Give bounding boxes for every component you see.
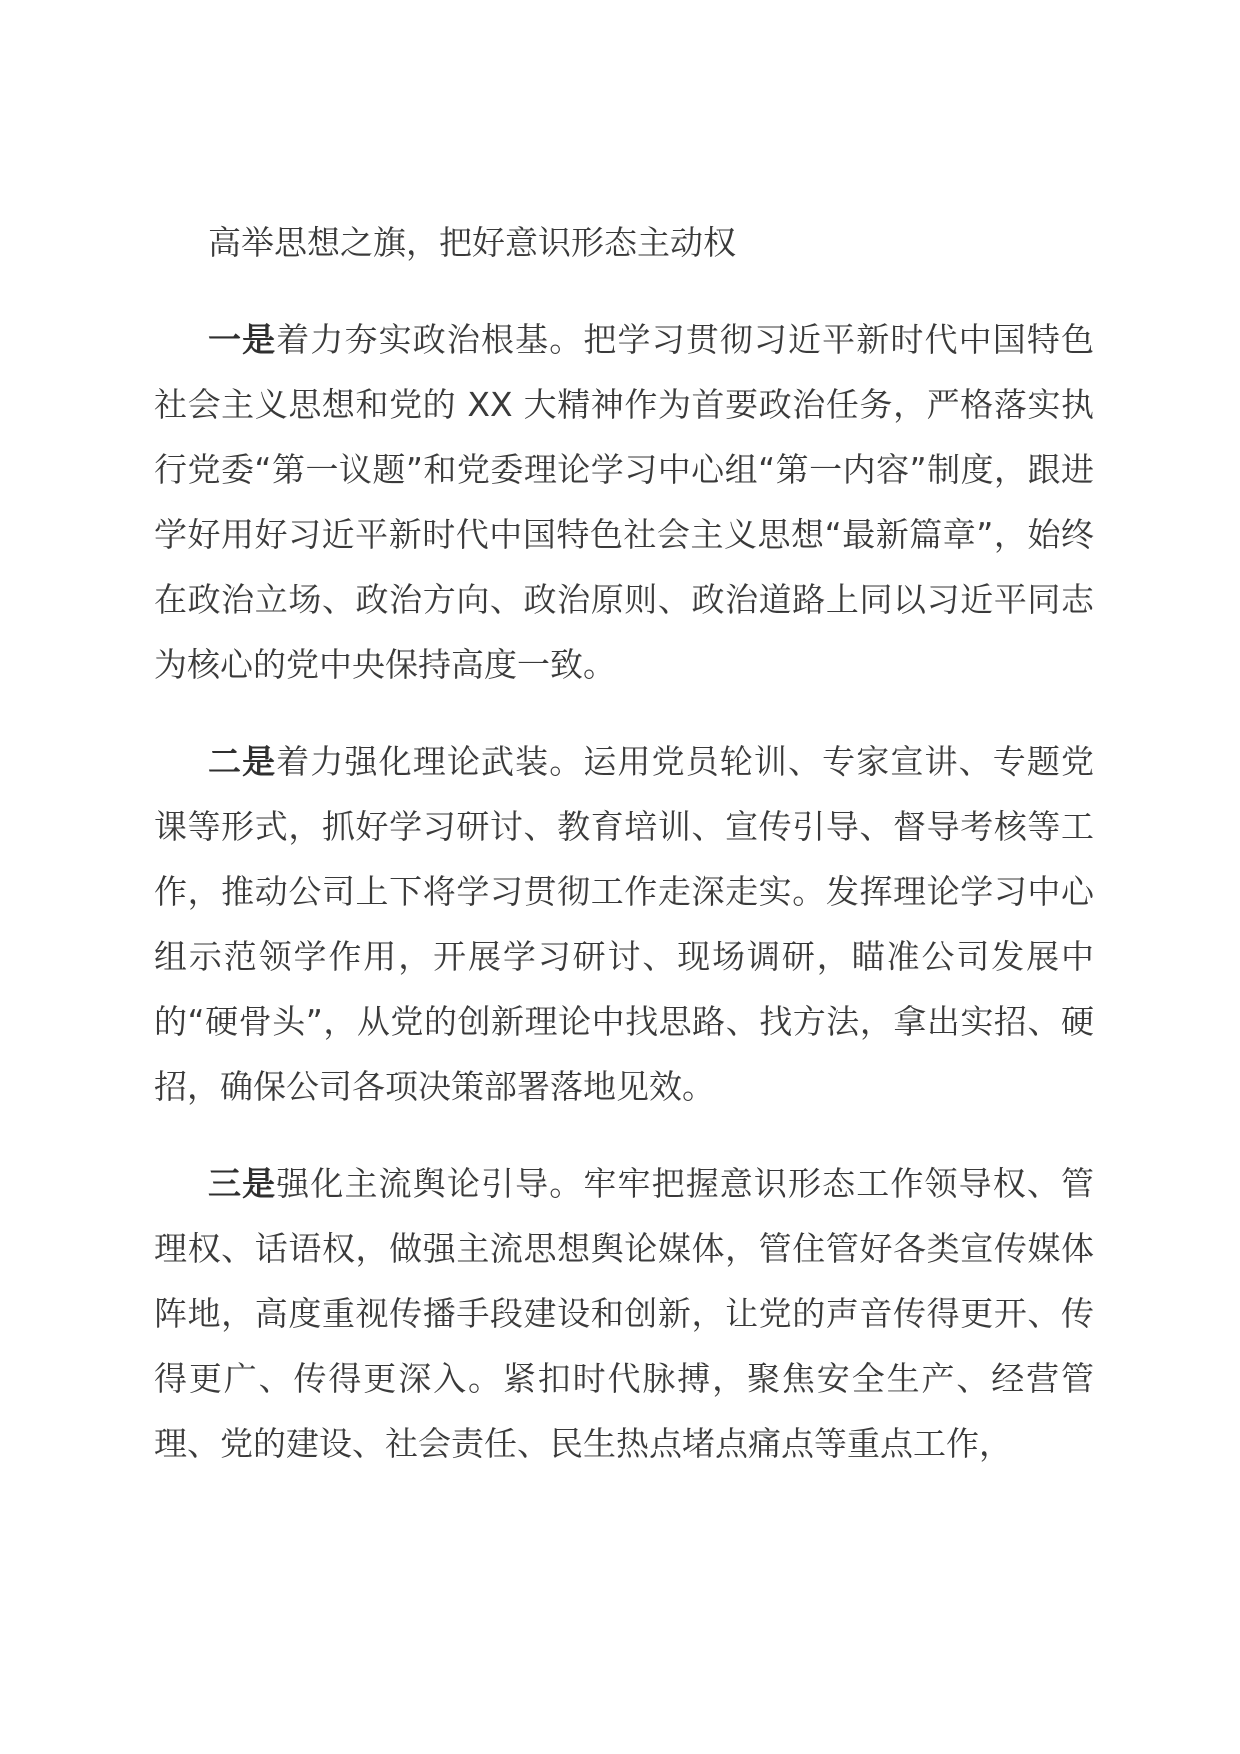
paragraph-2-lead: 二是 xyxy=(208,742,277,781)
paragraph-1-lead: 一是 xyxy=(208,320,277,359)
paragraph-2-text: 着力强化理论武装。运用党员轮训、专家宣讲、专题党课等形式，抓好学习研讨、教育培训、宣传引导、督导考核等工作，推动公司上下将学习贯彻工作走深走实。发挥理论学习中心组示范领学作用，开展学习研讨、现场调研，瞄准公司发展中的“硬骨头”，从党的创新理论中找思路、找方法，拿出实招、硬招，确保公司各项决策部署落地见效。 xyxy=(154,742,1095,1106)
paragraph-3-text: 强化主流舆论引导。牢牢把握意识形态工作领导权、管理权、话语权，做强主流思想舆论媒体，管住管好各类宣传媒体阵地，高度重视传播手段建设和创新，让党的声音传得更开、传得更广、传得更深入。紧扣时代脉搏，聚焦安全生产、经营管理、党的建设、社会责任、民生热点堵点痛点等重点工作， xyxy=(154,1164,1095,1463)
paragraph-2 xyxy=(154,729,1094,1119)
paragraph-1-text: 着力夯实政治根基。把学习贯彻习近平新时代中国特色社会主义思想和党的 XX 大精神作为首要政治任务，严格落实执行党委“第一议题”和党委理论学习中心组“第一内容”制度，跟进学好用好习近平新时代中国特色社会主义思想“最新篇章”，始终在政治立场、政治方向、政治原则、政治道路上同以习近平同志为核心的党中央保持高度一致。 xyxy=(154,320,1095,684)
paragraph-3 xyxy=(154,1151,1094,1476)
paragraph-1 xyxy=(154,307,1094,697)
document-body xyxy=(154,210,1094,1508)
document-title: 高举思想之旗，把好意识形态主动权 xyxy=(208,223,736,262)
paragraph-3-lead: 三是 xyxy=(208,1164,277,1203)
